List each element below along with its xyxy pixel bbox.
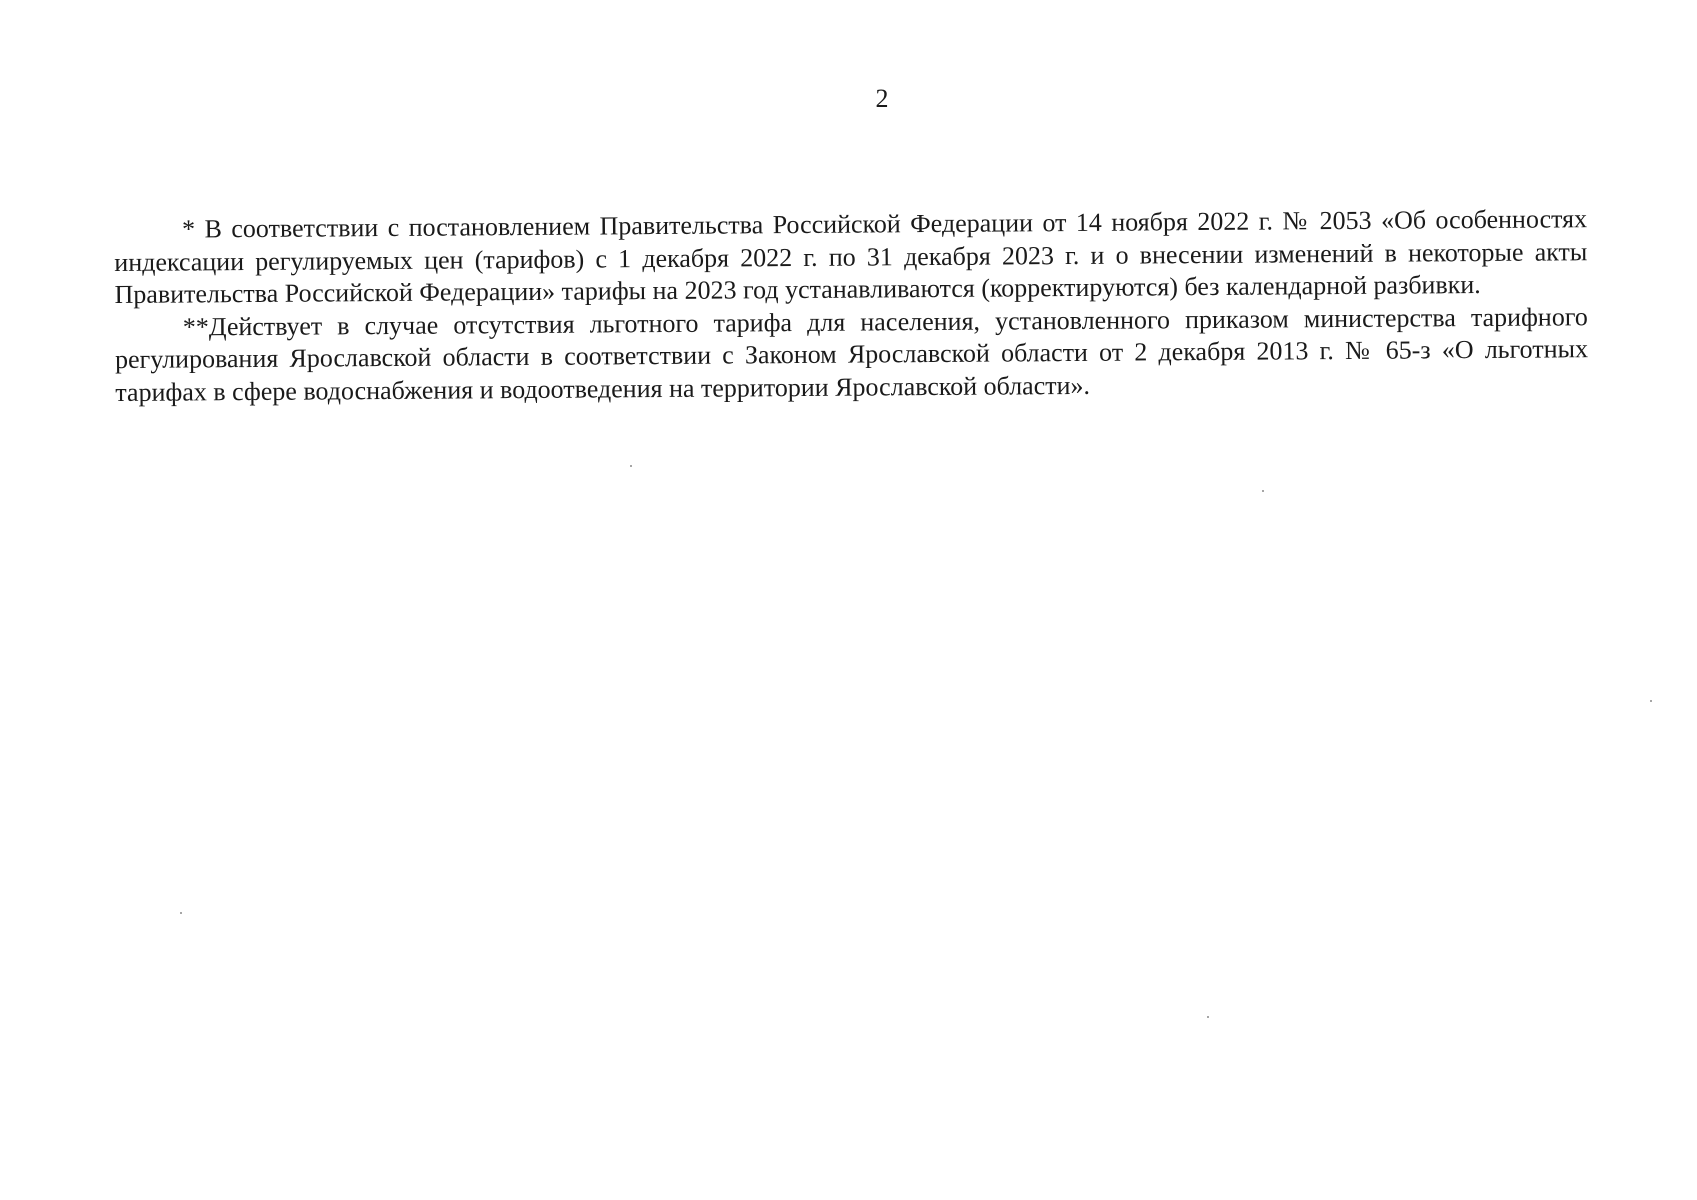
footnotes-block <box>114 203 1588 409</box>
footnote-single-asterisk: * В соответствии с постановлением Правительства Российской Федерации от 14 ноября 2022 г. № 2053 «Об особенностях индексации регулируемых цен (тарифов) с 1 декабря 2022 г. по 31 декабря 2023 г. и о внесении изменений в некоторые акты Правительства Российской Федерации» тарифы на 2023 год устанавливаются (корректируются) без календарной разбивки. <box>114 204 1588 309</box>
page-number: 2 <box>875 84 889 113</box>
scan-speck <box>1650 700 1652 702</box>
scan-speck <box>1207 1016 1209 1018</box>
footnote-double-asterisk: **Действует в случае отсутствия льготного тарифа для населения, установленного приказом министерства тарифного регулирования Ярославской области в соответствии с Законом Ярославской области от 2 декабря 2013 г. № 65-з «О льготных тарифах в сфере водоснабжения и водоотведения на территории Ярославской области». <box>114 301 1589 407</box>
scan-speck <box>630 465 632 467</box>
scan-speck <box>1262 490 1264 492</box>
scan-speck <box>180 912 182 914</box>
